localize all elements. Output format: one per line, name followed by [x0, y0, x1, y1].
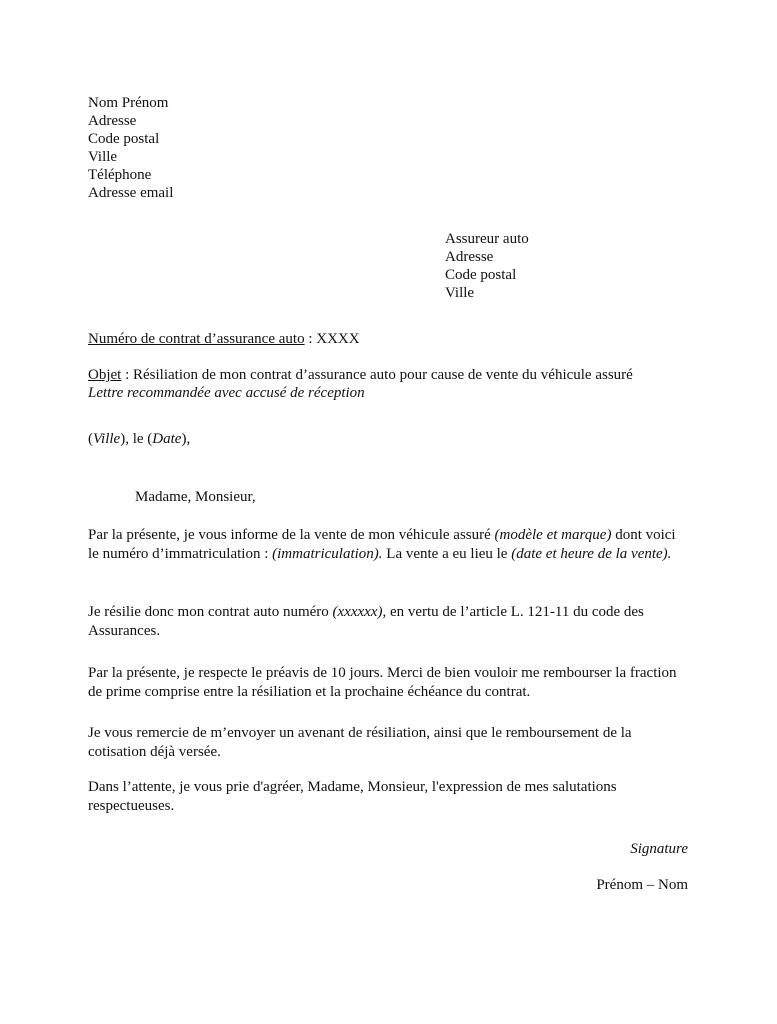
recipient-city: Ville: [445, 285, 475, 301]
date-line-date: Date: [152, 431, 182, 447]
paragraph-termination: [88, 603, 688, 641]
recipient-postal-code: Code postal: [445, 267, 517, 283]
signature-name: Prénom – Nom: [596, 877, 688, 893]
sender-phone: Téléphone: [88, 167, 152, 183]
date-line-open: (: [88, 431, 93, 447]
subject-line: [88, 366, 633, 384]
sender-postal-code: Code postal: [88, 131, 160, 147]
salutation: Madame, Monsieur,: [135, 489, 256, 505]
contract-number-label: Numéro de contrat d’assurance auto: [88, 331, 305, 347]
paragraph-sale-text-3: La vente a eu lieu le: [382, 546, 512, 562]
contract-number-line: [88, 330, 360, 348]
paragraph-sale-registration: (immatriculation).: [272, 546, 383, 562]
closing-formula: Dans l’attente, je vous prie d'agréer, Madame, Monsieur, l'expression de mes salutations respectueuses.: [88, 779, 617, 814]
date-line-city: Ville: [93, 431, 121, 447]
paragraph-termination-text-2: , en vertu de l’article L. 121-11 du code des Assurances.: [88, 604, 644, 639]
date-line: [88, 430, 190, 448]
paragraph-notice: Par la présente, je respecte le préavis de 10 jours. Merci de bien vouloir me rembourser la fraction de prime comprise entre la résiliation et la prochaine échéance du contrat.: [88, 665, 677, 700]
paragraph-refund-request: Je vous remercie de m’envoyer un avenant de résiliation, ainsi que le remboursement de la cotisation déjà versée.: [88, 725, 632, 760]
subject-text: Résiliation de mon contrat d’assurance auto pour cause de vente du véhicule assuré: [133, 367, 633, 383]
date-line-close: ),: [181, 431, 191, 447]
sender-city: Ville: [88, 149, 118, 165]
contract-number-separator: :: [304, 331, 317, 347]
sender-name: Nom Prénom: [88, 95, 169, 111]
sender-address: Adresse: [88, 113, 137, 129]
paragraph-sale-model: (modèle et marque): [494, 527, 612, 543]
paragraph-sale-date: (date et heure de la vente).: [511, 546, 672, 562]
subject-separator: :: [121, 367, 133, 383]
recipient-name: Assureur auto: [445, 231, 529, 247]
date-line-mid: ), le (: [120, 431, 153, 447]
delivery-mode: Lettre recommandée avec accusé de réception: [88, 385, 365, 401]
contract-number-value: XXXX: [316, 331, 360, 347]
paragraph-sale-info: [88, 526, 688, 564]
signature-label: Signature: [630, 841, 688, 857]
subject-label: Objet: [88, 367, 122, 383]
sender-email: Adresse email: [88, 185, 174, 201]
paragraph-sale-text-1: Par la présente, je vous informe de la vente de mon véhicule assuré: [88, 527, 495, 543]
paragraph-termination-number: (xxxxxx): [332, 604, 383, 620]
paragraph-sale-text-2: dont voici le numéro d’immatriculation :: [88, 527, 676, 562]
recipient-address: Adresse: [445, 249, 494, 265]
paragraph-termination-text-1: Je résilie donc mon contrat auto numéro: [88, 604, 333, 620]
